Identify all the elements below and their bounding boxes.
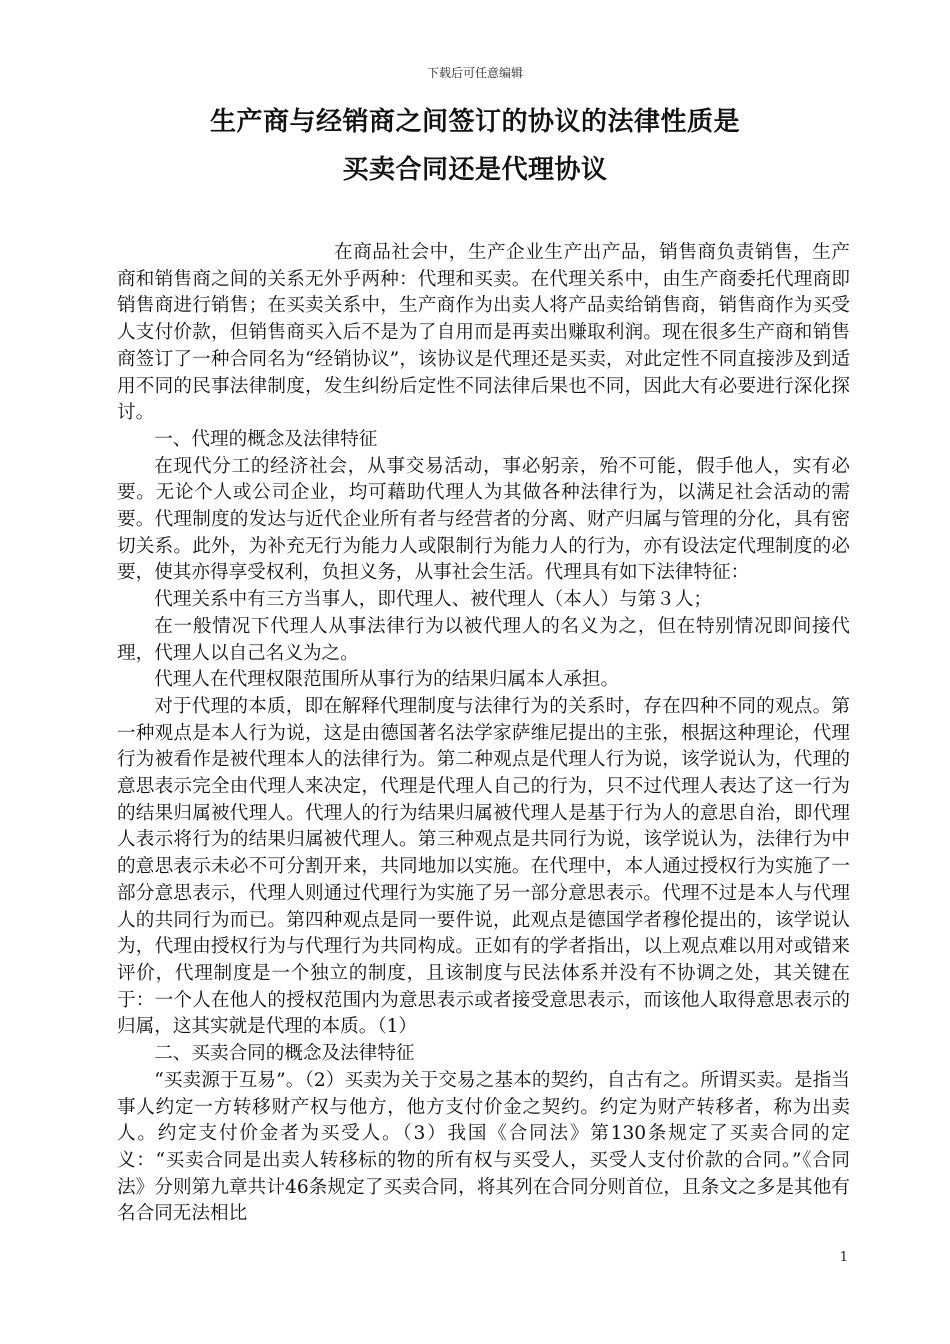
section-heading-agency: 一、代理的概念及法律特征 xyxy=(154,428,378,450)
paragraph-agency-overview: 在现代分工的经济社会，从事交易活动，事必躬亲，殆不可能，假手他人，实有必要。无论个人或公司企业，均可藉助代理人为其做各种法律行为，以满足社会活动的需要。代理制度的发达与近代企业所有者与经营者的分离、财产归属与管理的分化，具有密切关系。此外，为补充无行为能力人或限制行为能力人的行为，亦有设法定代理制度的必要，使其亦得享受权利，负担义务，从事社会生活。代理具有如下法律特征： xyxy=(117,455,850,584)
paragraph-agency-nature: 对于代理的本质，即在解释代理制度与法律行为的关系时，存在四种不同的观点。第一种观点是本人行为说，这是由德国著名法学家萨维尼提出的主张，根据这种理论，代理行为被看作是被代理本人的法律行为。第二种观点是代理人行为说，该学说认为，代理的意思表示完全由代理人来决定，代理是代理人自己的行为，只不过代理人表达了这一行为的结果归属被代理人。代理人的行为结果归属被代理人是基于行为人的意思自治，即代理人表示将行为的结果归属被代理人。第三种观点是共同行为说，该学说认为，法律行为中的意思表示未必不可分割开来，共同地加以实施。在代理中，本人通过授权行为实施了一部分意思表示，代理人则通过代理行为实施了另一部分意思表示。代理不过是本人与代理人的共同行为而已。第四种观点是同一要件说，此观点是德国学者穆伦提出的，该学说认为，代理由授权行为与代理行为共同构成。正如有的学者指出，以上观点难以用对或错来评价，代理制度是一个独立的制度，且该制度与民法体系并没有不协调之处，其关键在于：一个人在他人的授权范围内为意思表示或者接受意思表示，而该他人取得意思表示的归属，这其实就是代理的本质。（1） xyxy=(117,695,850,1038)
header-note: 下载后可任意编辑 xyxy=(426,66,523,80)
document-title-line-1: 生产商与经销商之间签订的协议的法律性质是 xyxy=(209,107,740,137)
paragraph-intro: 在商品社会中，生产企业生产出产品，销售商负责销售，生产商和销售商之间的关系无外乎两种：代理和买卖。在代理关系中，由生产商委托代理商即销售商进行销售；在买卖关系中，生产商作为出卖人将产品卖给销售商，销售商作为买受人支付价款，但销售商买入后不是为了自用而是再卖出赚取利润。现在很多生产商和销售商签订了一种合同名为“经销协议”，该协议是代理还是买卖，对此定性不同直接涉及到适用不同的民事法律制度，发生纠纷后定性不同法律后果也不同，因此大有必要进行深化探讨。 xyxy=(117,242,850,424)
document-body xyxy=(117,240,850,1228)
paragraph-agency-feature-3: 代理人在代理权限范围所从事行为的结果归属本人承担。 xyxy=(154,669,620,691)
document-title-line-2: 买卖合同还是代理协议 xyxy=(342,155,608,185)
page-number: 1 xyxy=(839,1250,848,1265)
paragraph-sale-overview: “买卖源于互易”。（2）买卖为关于交易之基本的契约，自古有之。所谓买卖。是指当事人约定一方转移财产权与他方，他方支付价金之契约。约定为财产转移者，称为出卖人。约定支付价金者为买受人。（3）我国《合同法》第130条规定了买卖合同的定义：“买卖合同是出卖人转移标的物的所有权与买受人，买受人支付价款的合同。”《合同法》分则第九章共计46条规定了买卖合同，将其列在合同分则首位，且条文之多是其他有名合同无法相比 xyxy=(117,1069,850,1225)
paragraph-agency-feature-1: 代理关系中有三方当事人，即代理人、被代理人（本人）与第３人； xyxy=(154,589,713,611)
section-heading-sale: 二、买卖合同的概念及法律特征 xyxy=(154,1043,415,1065)
paragraph-agency-feature-2: 在一般情况下代理人从事法律行为以被代理人的名义为之，但在特别情况即间接代理，代理人以自己名义为之。 xyxy=(117,615,850,664)
